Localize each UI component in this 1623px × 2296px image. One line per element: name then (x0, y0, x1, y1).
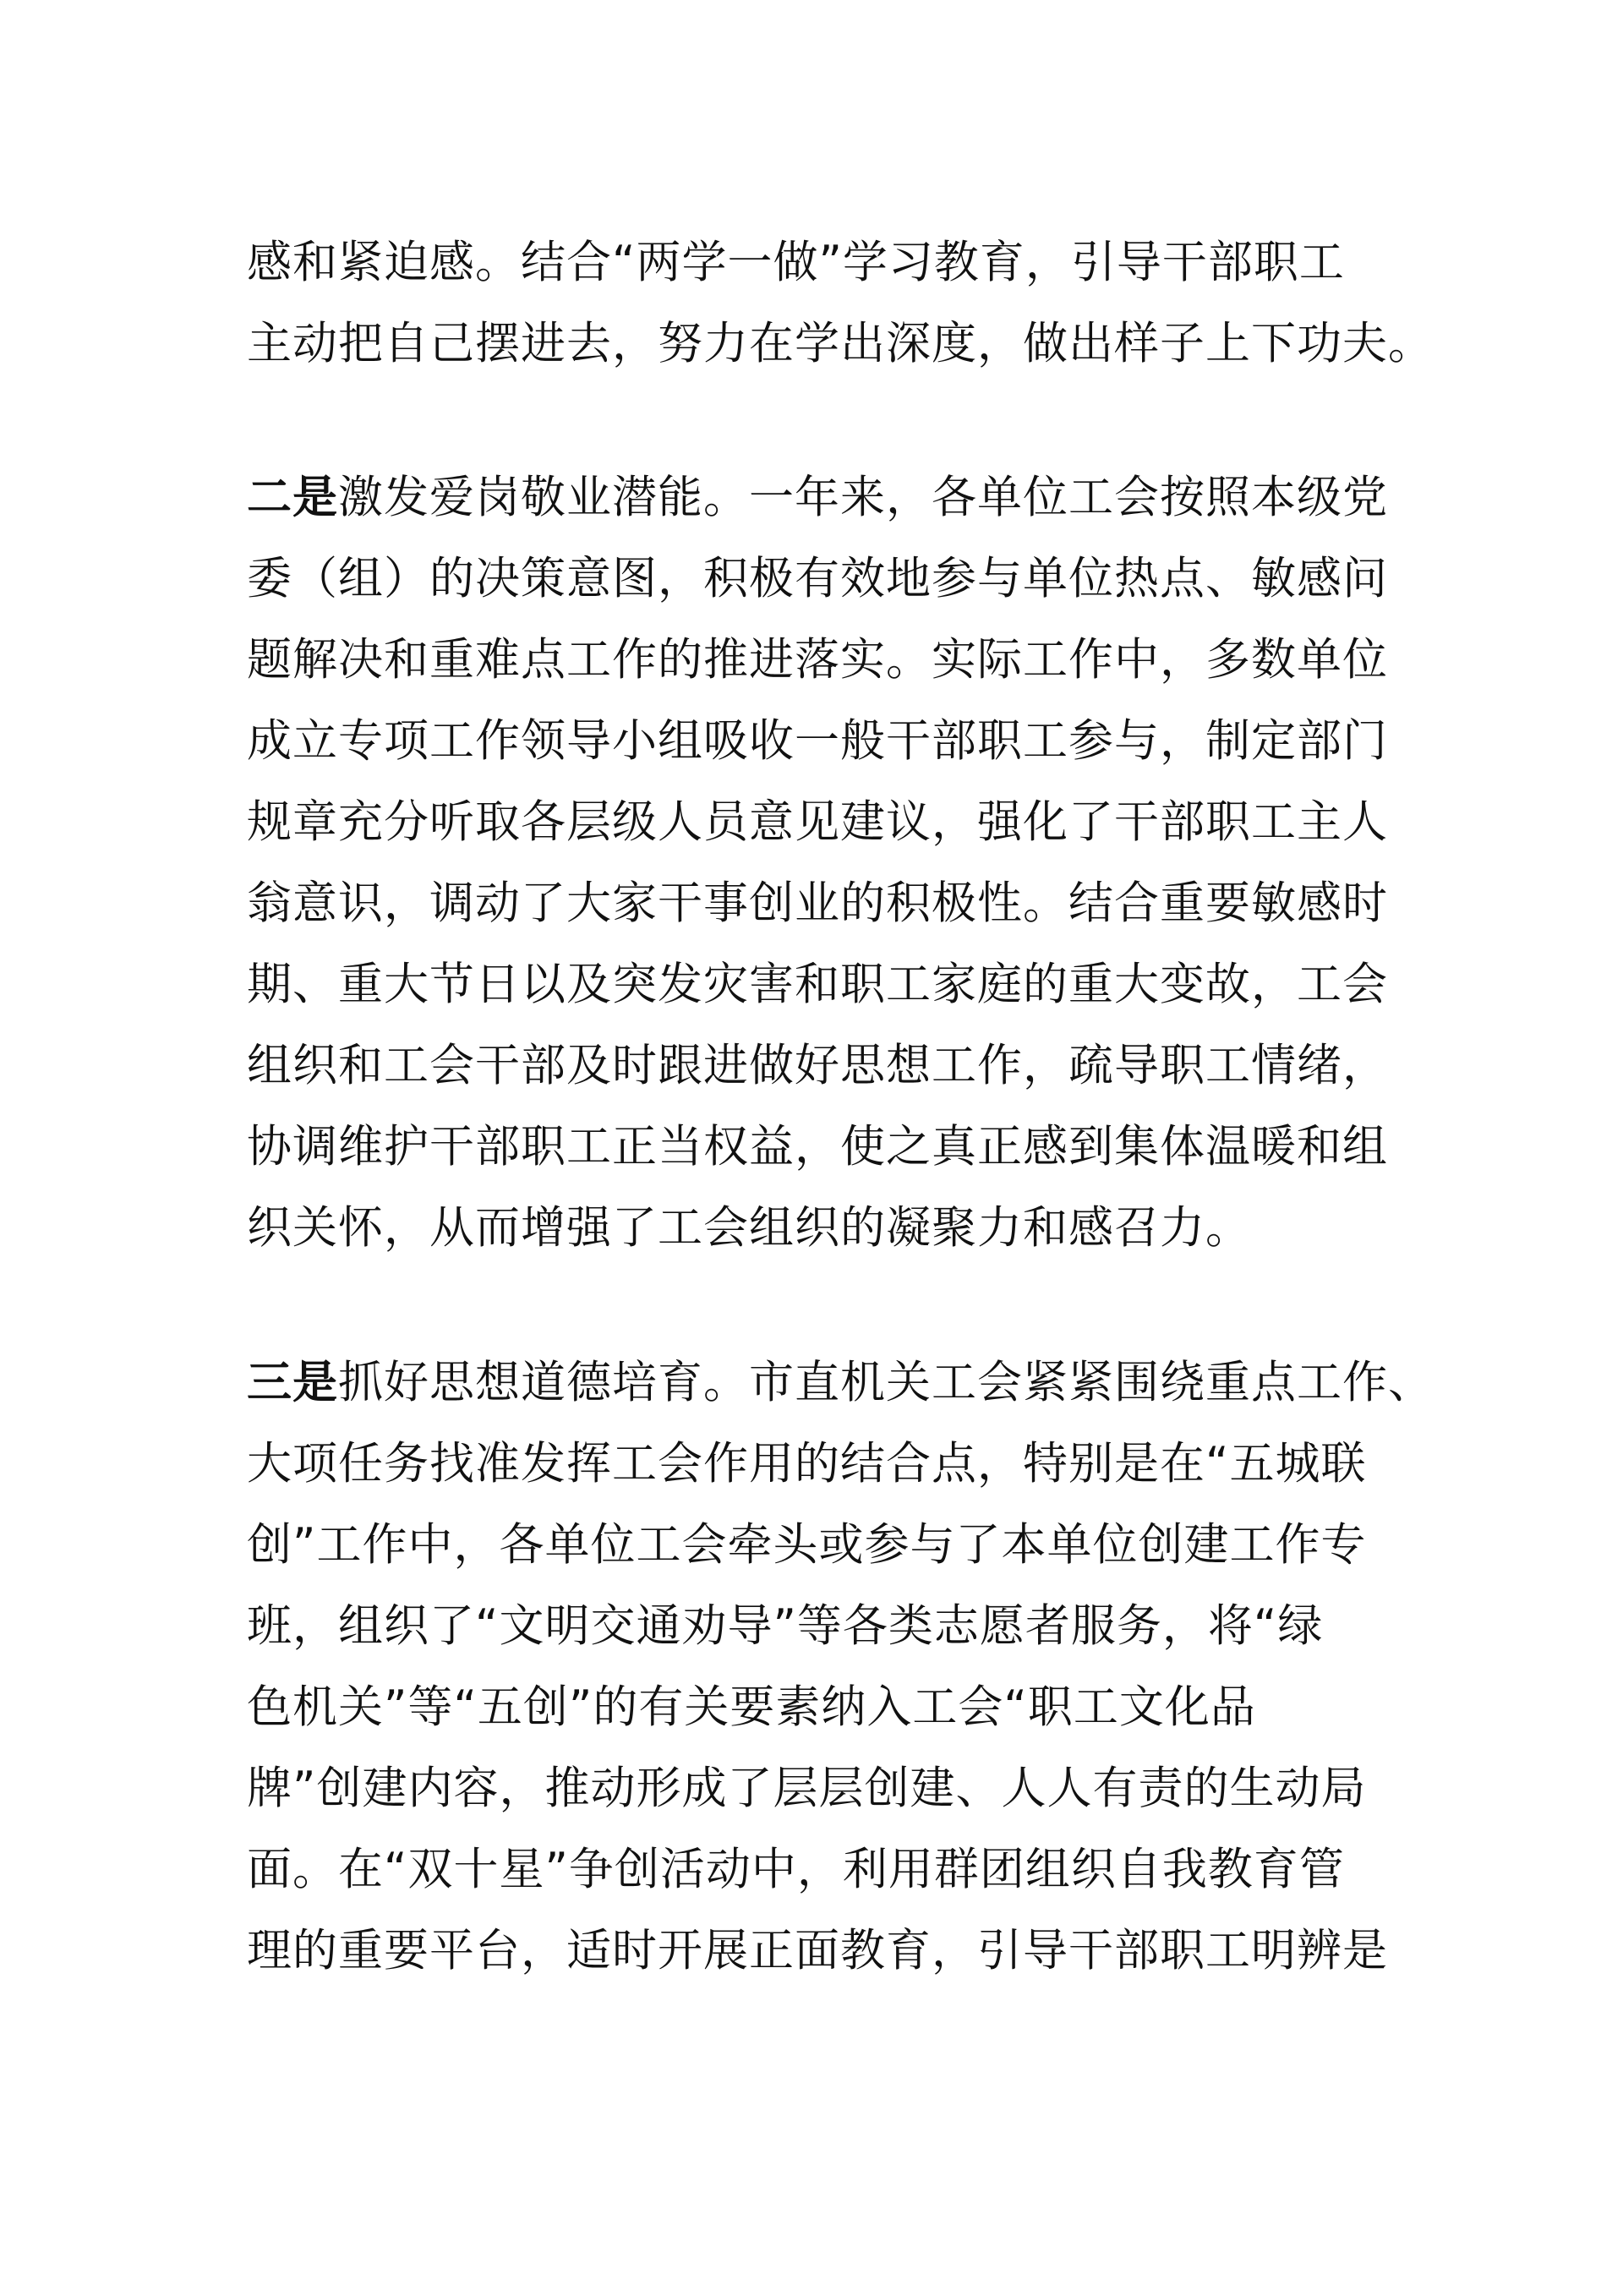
paragraph-line: 成立专项工作领导小组吸收一般干部职工参与，制定部门 (247, 715, 1388, 767)
paragraph-3 (247, 1342, 1434, 1992)
paragraph-line (247, 457, 1396, 538)
paragraph-line: 面。在“双十星”争创活动中，利用群团组织自我教育管 (247, 1844, 1345, 1895)
paragraph-line: 期、重大节日以及突发灾害和职工家庭的重大变故，工会 (247, 959, 1388, 1010)
paragraph-line: 大项任务找准发挥工会作用的结合点，特别是在“五城联 (247, 1438, 1367, 1490)
paragraph-line-text: 激发爱岗敬业潜能。一年来，各单位工会按照本级党 (338, 472, 1388, 523)
paragraph-line: 题解决和重难点工作的推进落实。实际工作中，多数单位 (247, 634, 1388, 686)
paragraph-line: 创”工作中，各单位工会牵头或参与了本单位创建工作专 (247, 1519, 1367, 1571)
paragraph-line: 班，组织了“文明交通劝导”等各类志愿者服务，将“绿 (247, 1600, 1324, 1652)
paragraph-line: 翁意识，调动了大家干事创业的积极性。结合重要敏感时 (247, 877, 1388, 929)
paragraph-line: 理的重要平台，适时开展正面教育，引导干部职工明辨是 (247, 1925, 1388, 1976)
paragraph-line: 组织和工会干部及时跟进做好思想工作，疏导职工情绪， (247, 1040, 1388, 1091)
paragraph-line-text: 抓好思想道德培育。市直机关工会紧紧围绕重点工作、 (338, 1357, 1434, 1408)
paragraph-lead: 三是 (247, 1357, 338, 1408)
paragraph-line: 协调维护干部职工正当权益，使之真正感到集体温暖和组 (247, 1121, 1388, 1173)
paragraph-line: 规章充分听取各层级人员意见建议，强化了干部职工主人 (247, 796, 1388, 848)
paragraph-line: 委（组）的决策意图，积极有效地参与单位热点、敏感问 (247, 553, 1388, 604)
paragraph-line: 色机关”等“五创”的有关要素纳入工会“职工文化品 (247, 1681, 1256, 1733)
paragraph-line: 织关怀，从而增强了工会组织的凝聚力和感召力。 (247, 1202, 1251, 1254)
paragraph-line (247, 1342, 1434, 1424)
paragraph-line: 感和紧迫感。结合“两学一做”学习教育，引导干部职工 (247, 237, 1345, 288)
paragraph-2 (247, 457, 1396, 1269)
paragraph-line: 牌”创建内容，推动形成了层层创建、人人有责的生动局 (247, 1763, 1367, 1814)
paragraph-1 (247, 222, 1434, 385)
paragraph-line: 主动把自己摆进去，努力在学出深度，做出样子上下功夫。 (247, 318, 1434, 369)
paragraph-lead: 二是 (247, 472, 338, 523)
